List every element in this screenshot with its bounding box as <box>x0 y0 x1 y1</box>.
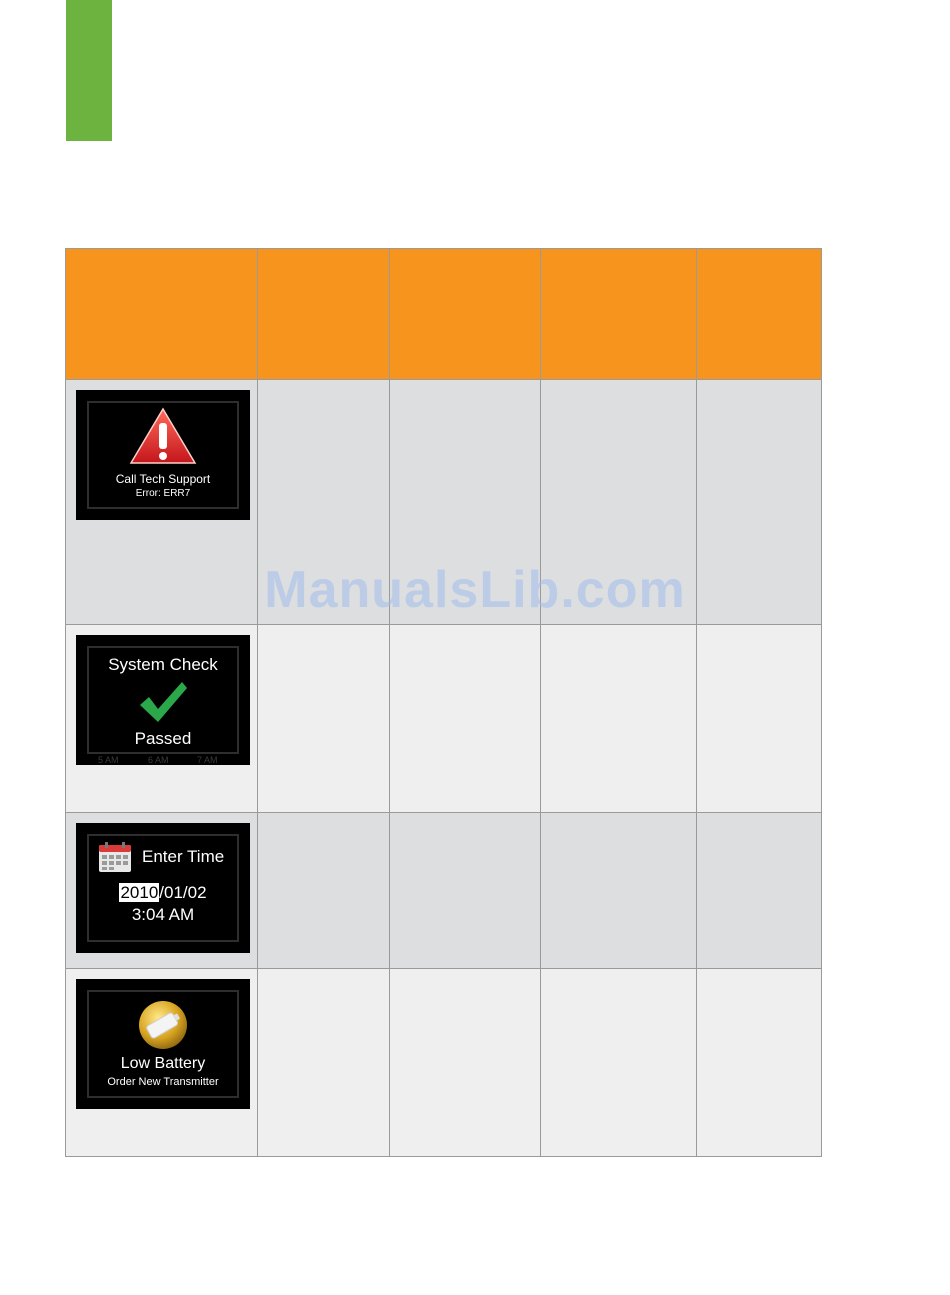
axis-label: 5 AM <box>98 755 119 765</box>
table-row <box>66 625 822 813</box>
system-check-status: Passed <box>134 729 192 748</box>
table-row <box>66 969 822 1157</box>
screen-cell <box>66 969 258 1157</box>
screen-cell <box>66 380 258 625</box>
header-cell-4 <box>541 249 697 380</box>
low-battery-subtitle: Order New Transmitter <box>107 1076 219 1088</box>
low-battery-title: Low Battery <box>120 1055 206 1072</box>
system-check-title: System Check <box>108 655 218 674</box>
calendar-icon <box>98 841 132 873</box>
system-check-screen <box>76 635 250 765</box>
watermark: ManualsLib.com <box>264 561 686 619</box>
section-tab-marker <box>66 0 112 141</box>
header-cell-5 <box>697 249 822 380</box>
table-header-row <box>66 249 822 380</box>
screen-cell <box>66 625 258 813</box>
date-value <box>76 883 250 903</box>
tech-support-screen <box>76 390 250 520</box>
table-row <box>66 380 822 625</box>
checkmark-icon <box>137 679 189 725</box>
table-row <box>66 813 822 969</box>
time-value: 3:04 AM <box>131 905 195 924</box>
error-screens-table <box>65 248 822 1157</box>
battery-icon <box>137 999 189 1051</box>
header-cell-3 <box>390 249 541 380</box>
screen-cell <box>66 813 258 969</box>
warning-triangle-icon <box>128 406 198 466</box>
tech-support-line1: Call Tech Support <box>115 472 211 486</box>
enter-time-title: Enter Time <box>142 847 225 866</box>
enter-time-screen <box>76 823 250 953</box>
error-code: Error: ERR7 <box>135 488 191 499</box>
axis-label: 7 AM <box>197 755 218 765</box>
header-cell-2 <box>258 249 390 380</box>
date-year-selected[interactable]: 2010 <box>120 883 159 902</box>
low-battery-screen <box>76 979 250 1109</box>
date-month-day: /01/02 <box>159 883 207 902</box>
header-cell-screen <box>66 249 258 380</box>
axis-label: 6 AM <box>148 755 169 765</box>
